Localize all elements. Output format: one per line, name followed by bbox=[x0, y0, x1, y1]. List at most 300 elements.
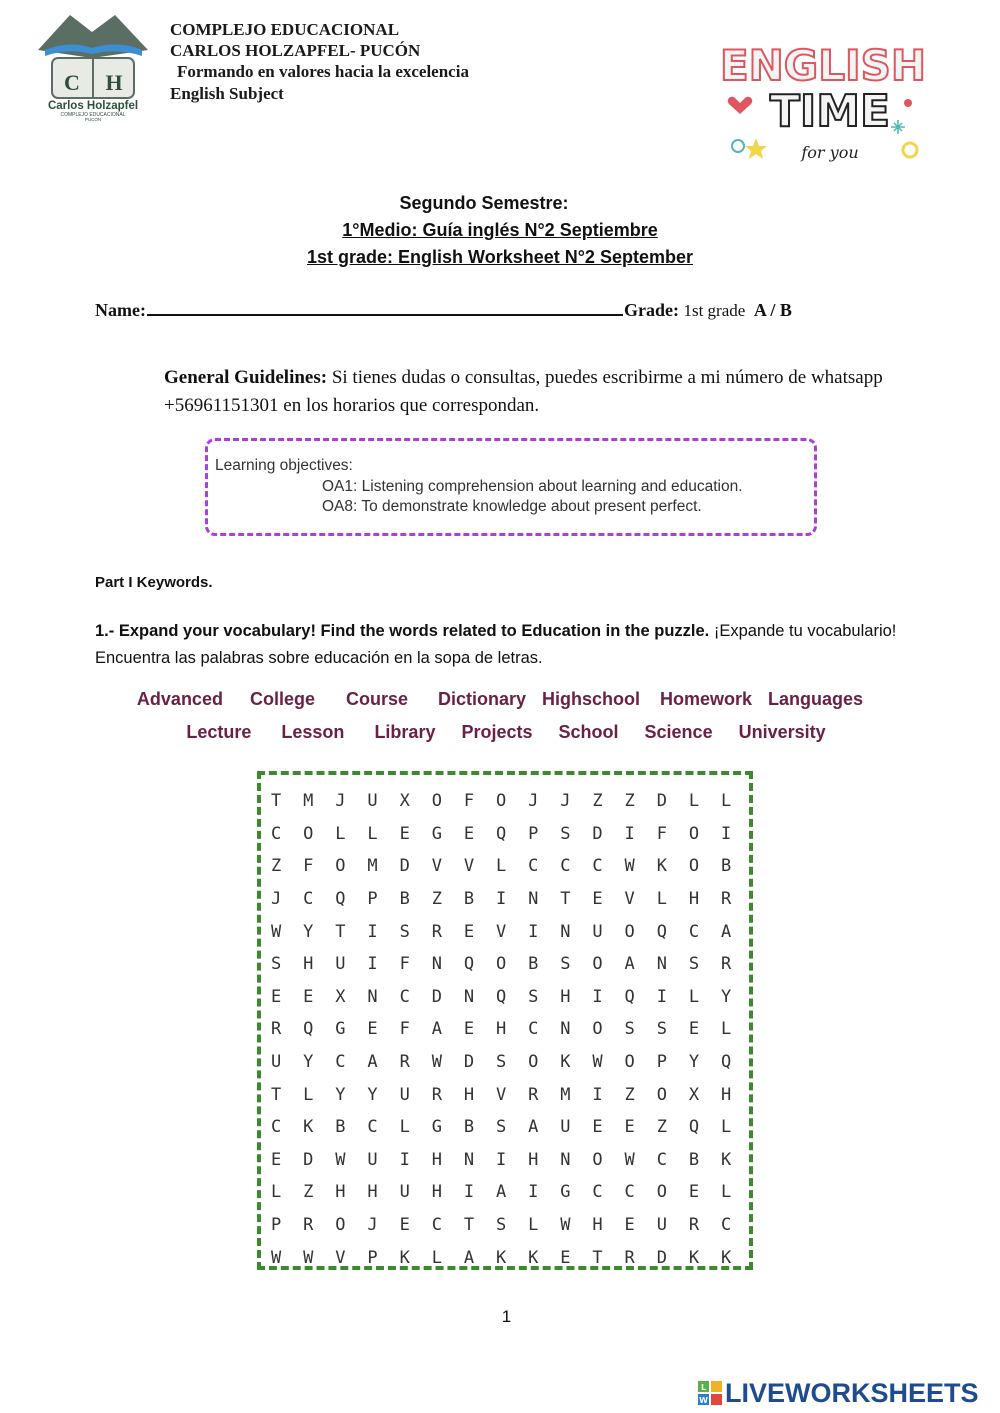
puzzle-cell[interactable]: F bbox=[399, 954, 410, 975]
puzzle-cell[interactable]: L bbox=[656, 889, 667, 910]
puzzle-row bbox=[271, 1144, 753, 1177]
puzzle-cell[interactable]: T bbox=[335, 921, 346, 942]
puzzle-row bbox=[271, 1111, 753, 1144]
puzzle-row bbox=[271, 981, 753, 1014]
puzzle-cell[interactable]: O bbox=[592, 1019, 603, 1040]
puzzle-cell[interactable]: L bbox=[495, 856, 507, 877]
puzzle-cell[interactable]: V bbox=[495, 921, 507, 942]
puzzle-cell[interactable]: L bbox=[720, 1019, 732, 1040]
puzzle-cell[interactable]: A bbox=[367, 1052, 378, 1073]
svg-text:L: L bbox=[700, 1383, 707, 1392]
puzzle-cell[interactable]: Z bbox=[592, 791, 603, 812]
puzzle-cell[interactable]: O bbox=[624, 1052, 635, 1073]
word-item: Library bbox=[374, 722, 436, 742]
logo-subtitle: COMPLEJO EDUCACIONAL bbox=[60, 112, 126, 118]
puzzle-cell[interactable]: D bbox=[431, 986, 442, 1007]
puzzle-cell[interactable]: U bbox=[399, 1084, 410, 1105]
word-list-row2 bbox=[6, 722, 1000, 743]
puzzle-cell[interactable]: L bbox=[720, 1182, 732, 1203]
puzzle-cell[interactable]: N bbox=[367, 986, 378, 1007]
puzzle-cell[interactable]: D bbox=[592, 823, 603, 844]
puzzle-cell[interactable]: D bbox=[303, 1149, 314, 1170]
puzzle-cell[interactable]: S bbox=[399, 921, 410, 942]
puzzle-cell[interactable]: O bbox=[592, 954, 603, 975]
puzzle-cell[interactable]: I bbox=[528, 1182, 539, 1203]
puzzle-cell[interactable]: M bbox=[560, 1084, 571, 1105]
puzzle-cell[interactable]: K bbox=[399, 1247, 410, 1268]
grade-label: Grade: bbox=[623, 300, 679, 320]
puzzle-cell[interactable]: E bbox=[303, 986, 314, 1007]
puzzle-cell[interactable]: K bbox=[303, 1117, 314, 1138]
puzzle-cell[interactable]: M bbox=[303, 791, 314, 812]
puzzle-cell[interactable]: P bbox=[367, 889, 378, 910]
svg-text:W: W bbox=[699, 1396, 708, 1405]
puzzle-cell[interactable]: I bbox=[720, 823, 732, 844]
star-icon bbox=[745, 138, 767, 159]
puzzle-cell[interactable]: G bbox=[560, 1182, 571, 1203]
puzzle-cell[interactable]: O bbox=[528, 1052, 539, 1073]
puzzle-cell[interactable]: S bbox=[495, 1117, 507, 1138]
logo-name: Carlos Holzapfel bbox=[47, 100, 139, 112]
puzzle-cell[interactable]: N bbox=[463, 986, 475, 1007]
puzzle-cell[interactable]: W bbox=[624, 856, 635, 877]
puzzle-cell[interactable]: H bbox=[431, 1182, 442, 1203]
puzzle-cell[interactable]: N bbox=[463, 1149, 475, 1170]
puzzle-cell[interactable]: I bbox=[656, 986, 667, 1007]
liveworksheets-brand[interactable] bbox=[698, 1378, 979, 1408]
puzzle-cell[interactable]: S bbox=[495, 1215, 507, 1236]
puzzle-cell[interactable]: B bbox=[463, 1117, 475, 1138]
puzzle-cell[interactable]: N bbox=[528, 889, 539, 910]
puzzle-cell[interactable]: C bbox=[399, 986, 410, 1007]
puzzle-cell[interactable]: R bbox=[528, 1084, 539, 1105]
puzzle-cell[interactable]: O bbox=[624, 921, 635, 942]
puzzle-cell[interactable]: E bbox=[560, 1247, 571, 1268]
puzzle-cell[interactable]: A bbox=[624, 954, 635, 975]
puzzle-row bbox=[271, 948, 753, 981]
word-item: College bbox=[249, 689, 315, 709]
puzzle-cell[interactable]: E bbox=[463, 1019, 475, 1040]
puzzle-row bbox=[271, 1241, 753, 1274]
word-item: Advanced bbox=[136, 689, 223, 709]
puzzle-cell[interactable]: C bbox=[335, 1052, 346, 1073]
liveworksheets-icon bbox=[698, 1381, 722, 1405]
objective-oa1: OA1: Listening comprehension about learning and education. bbox=[322, 478, 743, 495]
puzzle-cell[interactable]: C bbox=[688, 921, 700, 942]
puzzle-cell[interactable]: T bbox=[463, 1215, 475, 1236]
puzzle-cell[interactable]: I bbox=[624, 823, 635, 844]
puzzle-cell[interactable]: F bbox=[463, 791, 475, 812]
puzzle-cell[interactable]: O bbox=[688, 823, 700, 844]
puzzle-cell[interactable]: S bbox=[688, 954, 700, 975]
word-list-row1 bbox=[0, 689, 1000, 710]
puzzle-cell[interactable]: N bbox=[560, 1019, 571, 1040]
learning-objectives-box bbox=[205, 438, 817, 536]
puzzle-grid bbox=[271, 785, 753, 1274]
puzzle-cell[interactable]: A bbox=[528, 1117, 539, 1138]
sparkle-icon bbox=[891, 120, 905, 134]
puzzle-cell[interactable]: G bbox=[431, 823, 442, 844]
puzzle-cell[interactable]: O bbox=[592, 1149, 603, 1170]
name-label: Name: bbox=[95, 300, 146, 320]
puzzle-row bbox=[271, 1046, 753, 1079]
word-item: Projects bbox=[461, 722, 533, 742]
puzzle-cell[interactable]: E bbox=[271, 1149, 282, 1170]
puzzle-cell[interactable]: H bbox=[528, 1149, 539, 1170]
puzzle-cell[interactable]: R bbox=[399, 1052, 410, 1073]
puzzle-cell[interactable]: I bbox=[463, 1182, 475, 1203]
puzzle-cell[interactable]: J bbox=[560, 791, 571, 812]
puzzle-cell[interactable]: M bbox=[367, 856, 378, 877]
puzzle-cell[interactable]: Q bbox=[495, 986, 507, 1007]
puzzle-cell[interactable]: C bbox=[271, 1117, 282, 1138]
puzzle-cell[interactable]: C bbox=[720, 1215, 732, 1236]
puzzle-cell[interactable]: S bbox=[656, 1019, 667, 1040]
puzzle-cell[interactable]: O bbox=[656, 1182, 667, 1203]
puzzle-cell[interactable]: L bbox=[367, 823, 378, 844]
puzzle-cell[interactable]: H bbox=[720, 1084, 732, 1105]
puzzle-cell[interactable]: B bbox=[463, 889, 475, 910]
puzzle-cell[interactable]: F bbox=[656, 823, 667, 844]
puzzle-cell[interactable]: S bbox=[560, 823, 571, 844]
semester-title: Segundo Semestre: bbox=[399, 193, 569, 213]
puzzle-cell[interactable]: H bbox=[560, 986, 571, 1007]
puzzle-cell[interactable]: C bbox=[592, 1182, 603, 1203]
puzzle-cell[interactable]: R bbox=[431, 1084, 442, 1105]
puzzle-row bbox=[271, 1013, 753, 1046]
dot-icon bbox=[904, 99, 912, 107]
puzzle-cell[interactable]: I bbox=[367, 954, 378, 975]
puzzle-cell[interactable]: U bbox=[367, 791, 378, 812]
puzzle-cell[interactable]: C bbox=[560, 856, 571, 877]
puzzle-cell[interactable]: F bbox=[399, 1019, 410, 1040]
puzzle-cell[interactable]: S bbox=[528, 986, 539, 1007]
puzzle-cell[interactable]: A bbox=[463, 1247, 475, 1268]
puzzle-cell[interactable]: E bbox=[624, 1117, 635, 1138]
puzzle-cell[interactable]: K bbox=[656, 856, 667, 877]
circle-icon bbox=[903, 143, 917, 157]
puzzle-cell[interactable]: C bbox=[303, 889, 314, 910]
puzzle-cell[interactable]: E bbox=[688, 1019, 700, 1040]
puzzle-cell[interactable]: J bbox=[271, 889, 282, 910]
puzzle-cell[interactable]: S bbox=[624, 1019, 635, 1040]
word-item: Highschool bbox=[542, 689, 641, 709]
guidelines-text: Si tienes dudas o consultas, puedes escribirme a mi número de whatsapp +56961151301 en los horarios que correspondan. bbox=[164, 367, 883, 416]
puzzle-cell[interactable]: Z bbox=[303, 1182, 314, 1203]
puzzle-cell[interactable]: H bbox=[592, 1215, 603, 1236]
puzzle-cell[interactable]: L bbox=[688, 791, 700, 812]
puzzle-cell[interactable]: Y bbox=[720, 986, 732, 1007]
puzzle-cell[interactable]: S bbox=[495, 1052, 507, 1073]
puzzle-cell[interactable]: R bbox=[720, 954, 732, 975]
puzzle-cell[interactable]: Q bbox=[463, 954, 475, 975]
puzzle-cell[interactable]: O bbox=[303, 823, 314, 844]
puzzle-cell[interactable]: A bbox=[495, 1182, 507, 1203]
puzzle-cell[interactable]: D bbox=[656, 791, 667, 812]
puzzle-cell[interactable]: V bbox=[624, 889, 635, 910]
puzzle-cell[interactable]: G bbox=[431, 1117, 442, 1138]
puzzle-row bbox=[271, 818, 753, 851]
puzzle-cell[interactable]: I bbox=[592, 1084, 603, 1105]
puzzle-cell[interactable]: E bbox=[367, 1019, 378, 1040]
puzzle-cell[interactable]: B bbox=[528, 954, 539, 975]
puzzle-cell[interactable]: C bbox=[528, 1019, 539, 1040]
puzzle-cell[interactable]: L bbox=[431, 1247, 442, 1268]
word-item: Languages bbox=[768, 689, 864, 709]
puzzle-cell[interactable]: C bbox=[431, 1215, 442, 1236]
puzzle-cell[interactable]: K bbox=[560, 1052, 571, 1073]
puzzle-cell[interactable]: L bbox=[528, 1215, 539, 1236]
puzzle-cell[interactable]: X bbox=[399, 791, 410, 812]
english-time-logo bbox=[718, 28, 928, 173]
puzzle-cell[interactable]: P bbox=[656, 1052, 667, 1073]
puzzle-cell[interactable]: W bbox=[271, 921, 282, 942]
puzzle-cell[interactable]: E bbox=[592, 1117, 603, 1138]
puzzle-cell[interactable]: K bbox=[720, 1149, 732, 1170]
puzzle-cell[interactable]: B bbox=[399, 889, 410, 910]
english-time-line1: ENGLISH bbox=[719, 41, 927, 90]
puzzle-cell[interactable]: X bbox=[688, 1084, 700, 1105]
puzzle-cell[interactable]: T bbox=[271, 1084, 282, 1105]
puzzle-cell[interactable]: E bbox=[624, 1215, 635, 1236]
grade-value: 1st grade bbox=[683, 301, 746, 320]
puzzle-cell[interactable]: J bbox=[528, 791, 539, 812]
word-item: School bbox=[558, 722, 619, 742]
puzzle-cell[interactable]: W bbox=[592, 1052, 603, 1073]
puzzle-cell[interactable]: T bbox=[271, 791, 282, 812]
puzzle-cell[interactable]: H bbox=[367, 1182, 378, 1203]
puzzle-cell[interactable]: C bbox=[656, 1149, 667, 1170]
puzzle-cell[interactable]: J bbox=[367, 1215, 378, 1236]
school-name-line2: CARLOS HOLZAPFEL- PUCÓN bbox=[170, 41, 421, 60]
puzzle-cell[interactable]: C bbox=[592, 856, 603, 877]
puzzle-cell[interactable]: R bbox=[431, 921, 442, 942]
puzzle-cell[interactable]: L bbox=[688, 986, 700, 1007]
puzzle-cell[interactable]: Y bbox=[688, 1052, 700, 1073]
puzzle-cell[interactable]: Q bbox=[720, 1052, 732, 1073]
puzzle-cell[interactable]: L bbox=[720, 1117, 732, 1138]
puzzle-row bbox=[271, 883, 753, 916]
puzzle-cell[interactable]: N bbox=[560, 1149, 571, 1170]
puzzle-cell[interactable]: I bbox=[399, 1149, 410, 1170]
puzzle-cell[interactable]: U bbox=[560, 1117, 571, 1138]
puzzle-cell[interactable]: J bbox=[335, 791, 346, 812]
puzzle-cell[interactable]: Y bbox=[335, 1084, 346, 1105]
puzzle-cell[interactable]: Z bbox=[431, 889, 442, 910]
puzzle-cell[interactable]: V bbox=[495, 1084, 507, 1105]
puzzle-cell[interactable]: F bbox=[303, 856, 314, 877]
puzzle-cell[interactable]: W bbox=[624, 1149, 635, 1170]
puzzle-cell[interactable]: K bbox=[528, 1247, 539, 1268]
puzzle-cell[interactable]: B bbox=[335, 1117, 346, 1138]
heart-icon bbox=[728, 97, 752, 114]
puzzle-cell[interactable]: R bbox=[688, 1215, 700, 1236]
puzzle-cell[interactable]: U bbox=[592, 921, 603, 942]
puzzle-cell[interactable]: Y bbox=[303, 921, 314, 942]
puzzle-row bbox=[271, 1176, 753, 1209]
puzzle-cell[interactable]: Y bbox=[367, 1084, 378, 1105]
puzzle-cell[interactable]: I bbox=[528, 921, 539, 942]
puzzle-cell[interactable]: A bbox=[431, 1019, 442, 1040]
puzzle-cell[interactable]: U bbox=[335, 954, 346, 975]
puzzle-cell[interactable]: H bbox=[303, 954, 314, 975]
puzzle-cell[interactable]: R bbox=[720, 889, 732, 910]
puzzle-cell[interactable]: U bbox=[399, 1182, 410, 1203]
word-item: Lecture bbox=[186, 722, 252, 742]
puzzle-cell[interactable]: K bbox=[495, 1247, 507, 1268]
puzzle-cell[interactable]: O bbox=[335, 1215, 346, 1236]
puzzle-cell[interactable]: S bbox=[271, 954, 282, 975]
puzzle-cell[interactable]: W bbox=[560, 1215, 571, 1236]
puzzle-cell[interactable]: Q bbox=[656, 921, 667, 942]
puzzle-cell[interactable]: N bbox=[656, 954, 667, 975]
spiral-icon bbox=[732, 140, 744, 152]
puzzle-cell[interactable]: Y bbox=[303, 1052, 314, 1073]
puzzle-cell[interactable]: H bbox=[431, 1149, 442, 1170]
puzzle-row bbox=[271, 1078, 753, 1111]
puzzle-cell[interactable]: O bbox=[335, 856, 346, 877]
puzzle-cell[interactable]: D bbox=[399, 856, 410, 877]
puzzle-cell[interactable]: W bbox=[271, 1247, 282, 1268]
logo-city: PUCÓN bbox=[84, 117, 102, 122]
instruction-english: 1.- Expand your vocabulary! Find the words related to Education in the puzzle. bbox=[95, 622, 710, 640]
word-item: Lesson bbox=[281, 722, 345, 742]
puzzle-cell[interactable]: H bbox=[688, 889, 700, 910]
puzzle-cell[interactable]: Q bbox=[624, 986, 635, 1007]
puzzle-cell[interactable]: H bbox=[335, 1182, 346, 1203]
puzzle-cell[interactable]: C bbox=[624, 1182, 635, 1203]
puzzle-row bbox=[271, 850, 753, 883]
puzzle-cell[interactable]: V bbox=[463, 856, 475, 877]
english-time-line2: TIME bbox=[769, 86, 891, 137]
puzzle-cell[interactable]: E bbox=[463, 921, 475, 942]
puzzle-cell[interactable]: Q bbox=[495, 823, 507, 844]
puzzle-cell[interactable]: S bbox=[560, 954, 571, 975]
puzzle-cell[interactable]: Z bbox=[656, 1117, 667, 1138]
puzzle-cell[interactable]: C bbox=[528, 856, 539, 877]
puzzle-cell[interactable]: P bbox=[528, 823, 539, 844]
general-guidelines bbox=[164, 364, 904, 420]
puzzle-cell[interactable]: I bbox=[592, 986, 603, 1007]
liveworksheets-text: LIVEWORKSHEETS bbox=[725, 1377, 979, 1408]
puzzle-cell[interactable]: W bbox=[303, 1247, 314, 1268]
objectives-heading: Learning objectives: bbox=[215, 457, 353, 474]
puzzle-cell[interactable]: L bbox=[399, 1117, 410, 1138]
puzzle-cell[interactable]: I bbox=[367, 921, 378, 942]
puzzle-cell[interactable]: E bbox=[463, 823, 475, 844]
puzzle-cell[interactable]: L bbox=[303, 1084, 314, 1105]
puzzle-cell[interactable]: O bbox=[495, 954, 507, 975]
word-search-puzzle bbox=[257, 771, 753, 1270]
puzzle-cell[interactable]: I bbox=[495, 1149, 507, 1170]
puzzle-cell[interactable]: V bbox=[335, 1247, 346, 1268]
logo-initial-h: H bbox=[105, 70, 123, 95]
puzzle-cell[interactable]: W bbox=[335, 1149, 346, 1170]
puzzle-cell[interactable]: X bbox=[335, 986, 346, 1007]
puzzle-cell[interactable]: O bbox=[688, 856, 700, 877]
puzzle-cell[interactable]: D bbox=[656, 1247, 667, 1268]
puzzle-cell[interactable]: Q bbox=[688, 1117, 700, 1138]
puzzle-cell[interactable]: E bbox=[592, 889, 603, 910]
puzzle-cell[interactable]: N bbox=[431, 954, 442, 975]
puzzle-cell[interactable]: L bbox=[720, 791, 732, 812]
puzzle-cell[interactable]: V bbox=[431, 856, 442, 877]
puzzle-cell[interactable]: Z bbox=[624, 1084, 635, 1105]
puzzle-row bbox=[271, 1209, 753, 1242]
puzzle-cell[interactable]: D bbox=[463, 1052, 475, 1073]
puzzle-cell[interactable]: W bbox=[431, 1052, 442, 1073]
puzzle-cell[interactable]: T bbox=[592, 1247, 603, 1268]
objective-oa8: OA8: To demonstrate knowledge about present perfect. bbox=[322, 498, 702, 515]
puzzle-cell[interactable]: L bbox=[271, 1182, 282, 1203]
puzzle-cell[interactable]: Q bbox=[303, 1019, 314, 1040]
puzzle-cell[interactable]: U bbox=[656, 1215, 667, 1236]
puzzle-cell[interactable]: U bbox=[367, 1149, 378, 1170]
spanish-title: 1°Medio: Guía inglés N°2 Septiembre bbox=[342, 220, 658, 240]
puzzle-cell[interactable]: L bbox=[335, 823, 346, 844]
puzzle-cell[interactable]: I bbox=[495, 889, 507, 910]
puzzle-cell[interactable]: E bbox=[271, 986, 282, 1007]
puzzle-cell[interactable]: A bbox=[720, 921, 732, 942]
puzzle-cell[interactable]: O bbox=[431, 791, 442, 812]
puzzle-cell[interactable]: K bbox=[688, 1247, 700, 1268]
word-item: Course bbox=[345, 689, 408, 709]
puzzle-cell[interactable]: Z bbox=[624, 791, 635, 812]
puzzle-cell[interactable]: N bbox=[560, 921, 571, 942]
puzzle-cell[interactable]: E bbox=[688, 1182, 700, 1203]
puzzle-cell[interactable]: H bbox=[463, 1084, 475, 1105]
word-item: Homework bbox=[660, 689, 753, 709]
puzzle-cell[interactable]: E bbox=[399, 1215, 410, 1236]
puzzle-cell[interactable]: U bbox=[271, 1052, 282, 1073]
puzzle-cell[interactable]: B bbox=[720, 856, 732, 877]
guidelines-label: General Guidelines: bbox=[164, 367, 328, 388]
grade-sections: A / B bbox=[753, 300, 792, 320]
puzzle-cell[interactable]: O bbox=[495, 791, 507, 812]
puzzle-cell[interactable]: Z bbox=[271, 856, 282, 877]
school-logo bbox=[30, 10, 155, 122]
puzzle-cell[interactable]: O bbox=[656, 1084, 667, 1105]
word-item: Science bbox=[644, 722, 713, 742]
school-motto: Formando en valores hacia la excelencia bbox=[177, 62, 469, 81]
puzzle-cell[interactable]: C bbox=[367, 1117, 378, 1138]
puzzle-cell[interactable]: E bbox=[399, 823, 410, 844]
name-field[interactable] bbox=[147, 298, 623, 316]
puzzle-cell[interactable]: R bbox=[624, 1247, 635, 1268]
puzzle-cell[interactable]: R bbox=[303, 1215, 314, 1236]
puzzle-cell[interactable]: T bbox=[560, 889, 571, 910]
school-subject: English Subject bbox=[170, 84, 284, 103]
puzzle-row bbox=[271, 785, 753, 818]
puzzle-cell[interactable]: C bbox=[271, 823, 282, 844]
page-number: 1 bbox=[501, 1307, 512, 1326]
word-item: University bbox=[738, 722, 826, 742]
puzzle-cell[interactable]: Q bbox=[335, 889, 346, 910]
school-name-line1: COMPLEJO EDUCACIONAL bbox=[170, 20, 400, 39]
puzzle-cell[interactable]: P bbox=[271, 1215, 282, 1236]
puzzle-cell[interactable]: B bbox=[688, 1149, 700, 1170]
puzzle-cell[interactable]: G bbox=[335, 1019, 346, 1040]
puzzle-cell[interactable]: H bbox=[495, 1019, 507, 1040]
puzzle-cell[interactable]: P bbox=[367, 1247, 378, 1268]
puzzle-cell[interactable]: K bbox=[720, 1247, 732, 1268]
word-item: Dictionary bbox=[437, 689, 527, 709]
logo-initial-c: C bbox=[64, 70, 80, 95]
student-info-row bbox=[95, 298, 792, 321]
english-title: 1st grade: English Worksheet N°2 September bbox=[307, 247, 693, 267]
part-title: Part I Keywords. bbox=[95, 574, 213, 591]
puzzle-cell[interactable]: R bbox=[271, 1019, 282, 1040]
